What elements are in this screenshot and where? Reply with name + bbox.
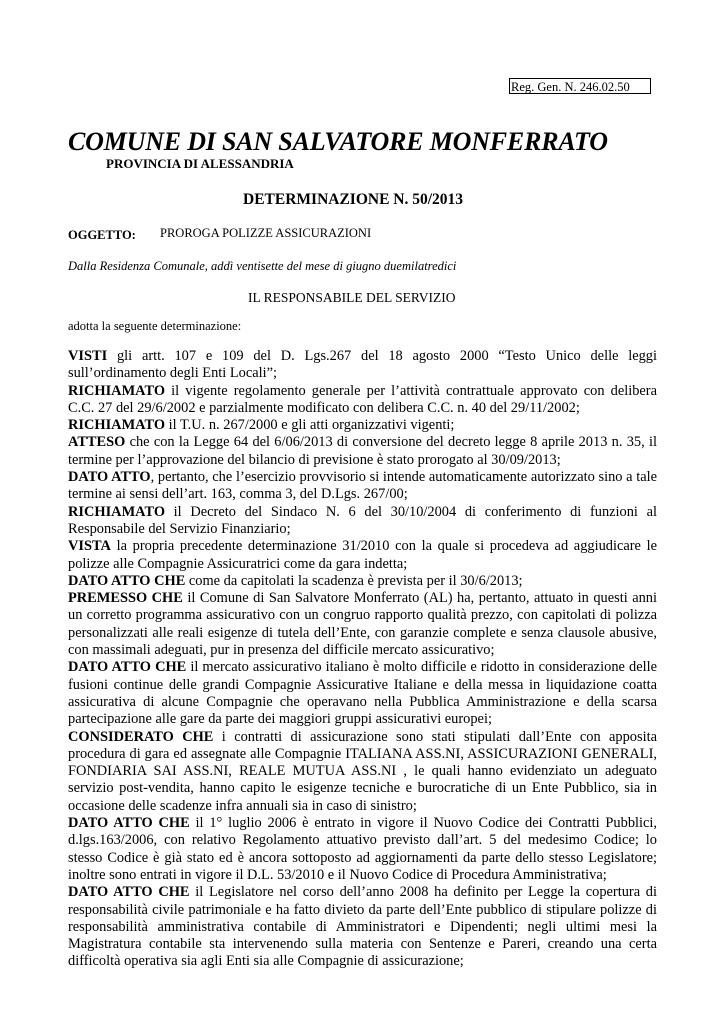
paragraph xyxy=(68,434,657,469)
paragraph xyxy=(68,573,657,590)
paragraph xyxy=(68,729,657,815)
determination-number: DETERMINAZIONE N. 50/2013 xyxy=(243,191,464,208)
paragraph-text: la propria precedente determinazione 31/2010 con la quale si procedeva ad aggiudicare le polizze alle Compagnie Assicuratrici come da gara indetta; xyxy=(68,538,657,572)
paragraph xyxy=(68,348,657,383)
paragraph-text: il mercato assicurativo italiano è molto difficile e ridotto in considerazione delle fusioni continue delle grandi Compagnie Assicurative Italiane e della messa in liquidazione coatta assicurativa di alcune Compagnie che operavano nella Pubblica Amministrazione e della scarsa partecipazione alle gare da parte dei maggiori gruppi assicurativi europei; xyxy=(68,659,657,728)
paragraph-keyword: DATO ATTO xyxy=(68,469,151,486)
paragraph-keyword: PREMESSO CHE xyxy=(68,590,183,607)
paragraph-text: il T.U. n. 267/2000 e gli atti organizzativi vigenti; xyxy=(165,417,455,434)
paragraph-keyword: ATTESO xyxy=(68,434,126,451)
municipality-title: COMUNE DI SAN SALVATORE MONFERRATO xyxy=(68,127,608,156)
paragraph-text: il 1° luglio 2006 è entrato in vigore il Nuovo Codice dei Contratti Pubblici, d.lgs.163/2006, con relativo Regolamento attuativo previsto dall’art. 5 del medesimo Codice; lo stesso Codice è già stato ed è ancora sottoposto ad aggiornamenti da parte dello stesso Legislatore; inoltre sono entrati in vigore il D.L. 53/2010 e il Nuovo Codice di Procedura Amministrativa; xyxy=(68,815,657,883)
paragraph-keyword: RICHIAMATO xyxy=(68,382,166,399)
paragraph-keyword: DATO ATTO CHE xyxy=(68,572,186,589)
paragraph-keyword: RICHIAMATO xyxy=(68,417,166,434)
subject-text: PROROGA POLIZZE ASSICURAZIONI xyxy=(160,226,372,240)
paragraph-text: gli artt. 107 e 109 del D. Lgs.267 del 18 agosto 2000 “Testo Unico delle leggi sull’ordinamento degli Enti Locali”; xyxy=(68,348,657,382)
paragraph xyxy=(68,417,657,434)
paragraph-text: che con la Legge 64 del 6/06/2013 di conversione del decreto legge 8 aprile 2013 n. 35, il termine per l’approvazione del bilancio di previsione è stato prorogato al 30/09/2013; xyxy=(68,434,657,468)
paragraph-keyword: DATO ATTO CHE xyxy=(68,884,190,901)
paragraph xyxy=(68,590,657,659)
paragraph-keyword: RICHIAMATO xyxy=(68,503,166,520)
paragraph xyxy=(68,884,657,970)
paragraph-keyword: VISTI xyxy=(68,348,108,364)
paragraph-text: i contratti di assicurazione sono stati stipulati dall’Ente con apposita procedura di gara ed assegnate alle Compagnie ITALIANA ASS.NI, ASSICURAZIONI GENERALI, FONDIARIA SAI ASS.NI, REALE MUTUA ASS.NI , le quali hanno evidenziato un adeguato servizio post-vendita, hanno capito le esigenze tecniche e burocratiche di un Ente Pubblico, sia in occasione delle scadenze infra annuali sia in caso di sinistro; xyxy=(68,728,657,814)
paragraph-text: il Comune di San Salvatore Monferrato (AL) ha, pertanto, attuato in questi anni un corretto programma assicurativo con un congruo rapporto qualità prezzo, con capitolati di polizza personalizzati alle reali esigenze di tutela dell’Ente, con garanzie complete e senza clausole abusive, con massimali adeguati, pur in presenza del difficile mercato assicurativo; xyxy=(68,590,657,659)
adopts-intro: adotta la seguente determinazione: xyxy=(68,319,242,333)
paragraph-keyword: VISTA xyxy=(68,538,111,555)
paragraph xyxy=(68,504,657,539)
registry-number-box: Reg. Gen. N. 246.02.50 xyxy=(509,78,651,94)
paragraph-keyword: DATO ATTO CHE xyxy=(68,815,190,832)
document-body xyxy=(68,348,657,971)
subject-label: OGGETTO: xyxy=(68,228,136,242)
paragraph xyxy=(68,659,657,728)
paragraph-keyword: DATO ATTO CHE xyxy=(68,659,187,676)
paragraph-text: come da capitolati la scadenza è prevista per il 30/6/2013; xyxy=(185,572,523,589)
responsible-heading: IL RESPONSABILE DEL SERVIZIO xyxy=(248,290,456,305)
paragraph-text: il Legislatore nel corso dell’anno 2008 ha definito per Legge la copertura di responsabilità civile patrimoniale e ha fatto divieto da parte dell’Ente pubblico di stipulare polizze di responsabilità amministrativa contabile di Amministratori e Dipendenti; negli ultimi mesi la Magistratura contabile sta intervenendo sulla materia con Sentenze e Pareri, creando una certa difficoltà operativa sia agli Enti sia alle Compagnie di assicurazione; xyxy=(68,884,657,970)
residence-date-line: Dalla Residenza Comunale, addì ventisette del mese di giugno duemilatredici xyxy=(68,259,457,273)
paragraph xyxy=(68,383,657,418)
paragraph-keyword: CONSIDERATO CHE xyxy=(68,728,214,745)
paragraph xyxy=(68,815,657,884)
paragraph xyxy=(68,538,657,573)
province-subtitle: PROVINCIA DI ALESSANDRIA xyxy=(106,156,294,171)
paragraph-text: il Decreto del Sindaco N. 6 del 30/10/2004 di conferimento di funzioni al Responsabile del Servizio Finanziario; xyxy=(68,503,657,537)
paragraph-text: , pertanto, che l’esercizio provvisorio si intende automaticamente autorizzato sino a tale termine ai sensi dell’art. 163, comma 3, del D.Lgs. 267/00; xyxy=(68,469,657,503)
paragraph xyxy=(68,469,657,504)
paragraph-text: il vigente regolamento generale per l’attività contrattuale approvato con delibera C.C. 27 del 29/6/2002 e parzialmente modificato con delibera C.C. n. 40 del 29/11/2002; xyxy=(68,382,657,416)
